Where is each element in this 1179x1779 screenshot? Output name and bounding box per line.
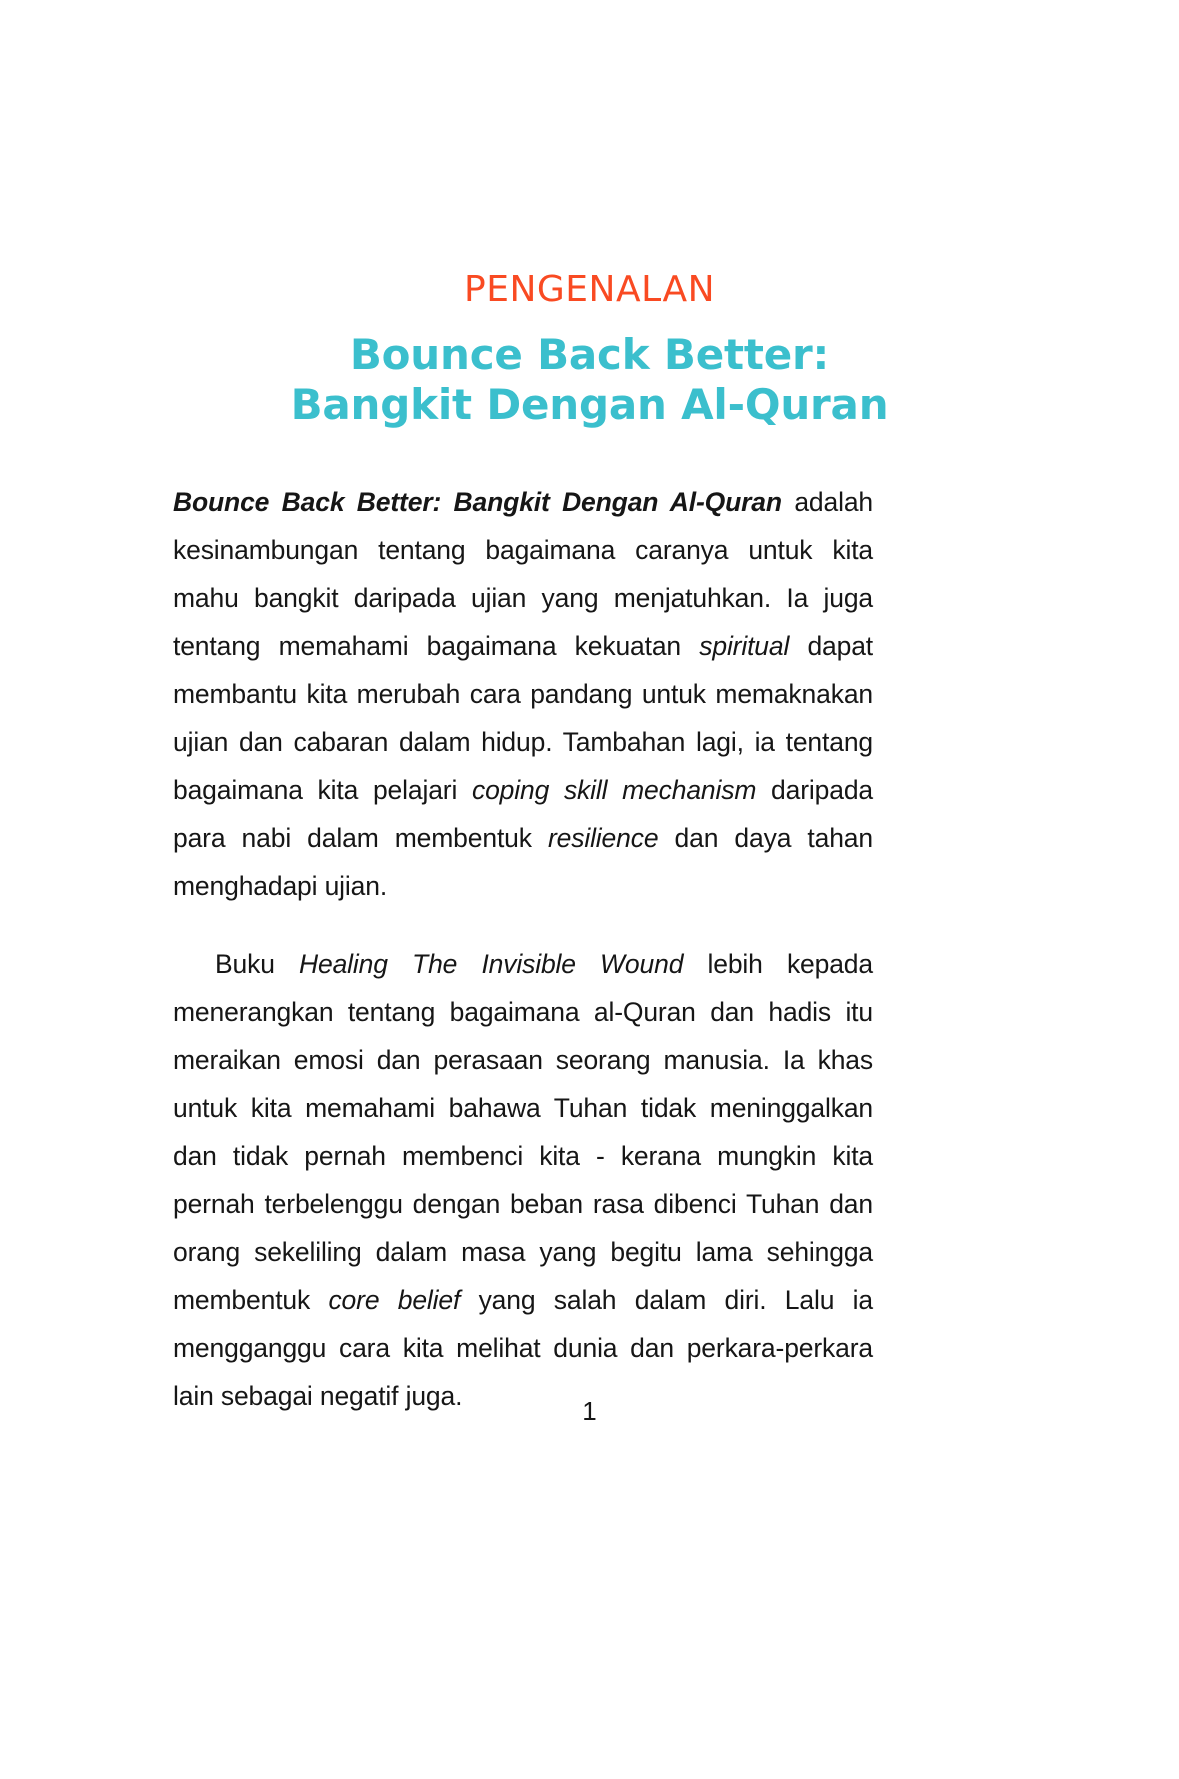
- chapter-kicker: PENGENALAN: [463, 269, 716, 310]
- para-1-run-0: Bounce Back Better: Bangkit Dengan Al-Quran: [173, 487, 782, 517]
- para-2-run-1: Healing The Invisible Wound: [299, 949, 684, 979]
- para-2-run-0: Buku: [215, 949, 300, 979]
- paragraph-1: [173, 478, 873, 910]
- para-1-run-3: dapat membantu kita merubah cara pandang untuk memaknakan ujian dan cabaran dalam hidup. Tambahan lagi, ia tentang bagaimana kita pelajari: [173, 631, 874, 805]
- page-title-line-1: Bounce Back Better:: [349, 330, 830, 379]
- para-2-run-4: yang salah dalam diri. Lalu ia mengganggu cara kita melihat dunia dan perkara-perkara lain sebagai negatif juga.: [173, 1285, 873, 1411]
- para-1-run-6: resilience: [547, 823, 659, 853]
- paragraph-2: [173, 940, 873, 1420]
- chapter-heading-block: [0, 269, 1179, 431]
- para-2-run-2: lebih kepada menerangkan tentang bagaimana al-Quran dan hadis itu meraikan emosi dan perasaan seorang manusia. Ia khas untuk kita memahami bahawa Tuhan tidak meninggalkan dan tidak pernah membenci kita - kerana mungkin kita pernah terbelenggu dengan beban rasa dibenci Tuhan dan orang sekeliling dalam masa yang begitu lama sehingga membentuk: [173, 949, 873, 1315]
- page-number: 1: [582, 1396, 597, 1426]
- para-2-run-3: core belief: [328, 1285, 461, 1315]
- page-title: [0, 330, 1179, 431]
- para-1-run-1: adalah kesinambungan tentang bagaimana caranya untuk kita mahu bangkit daripada ujian yang menjatuhkan. Ia juga tentang memahami bagaimana kekuatan: [173, 487, 873, 661]
- para-1-run-7: dan daya tahan menghadapi ujian.: [173, 823, 873, 901]
- para-1-run-5: daripada para nabi dalam membentuk: [173, 775, 873, 853]
- para-1-run-2: spiritual: [699, 631, 790, 661]
- body-text-column: [173, 478, 873, 1420]
- para-1-run-4: coping skill mechanism: [471, 775, 757, 805]
- page-title-line-2: Bangkit Dengan Al-Quran: [290, 380, 889, 430]
